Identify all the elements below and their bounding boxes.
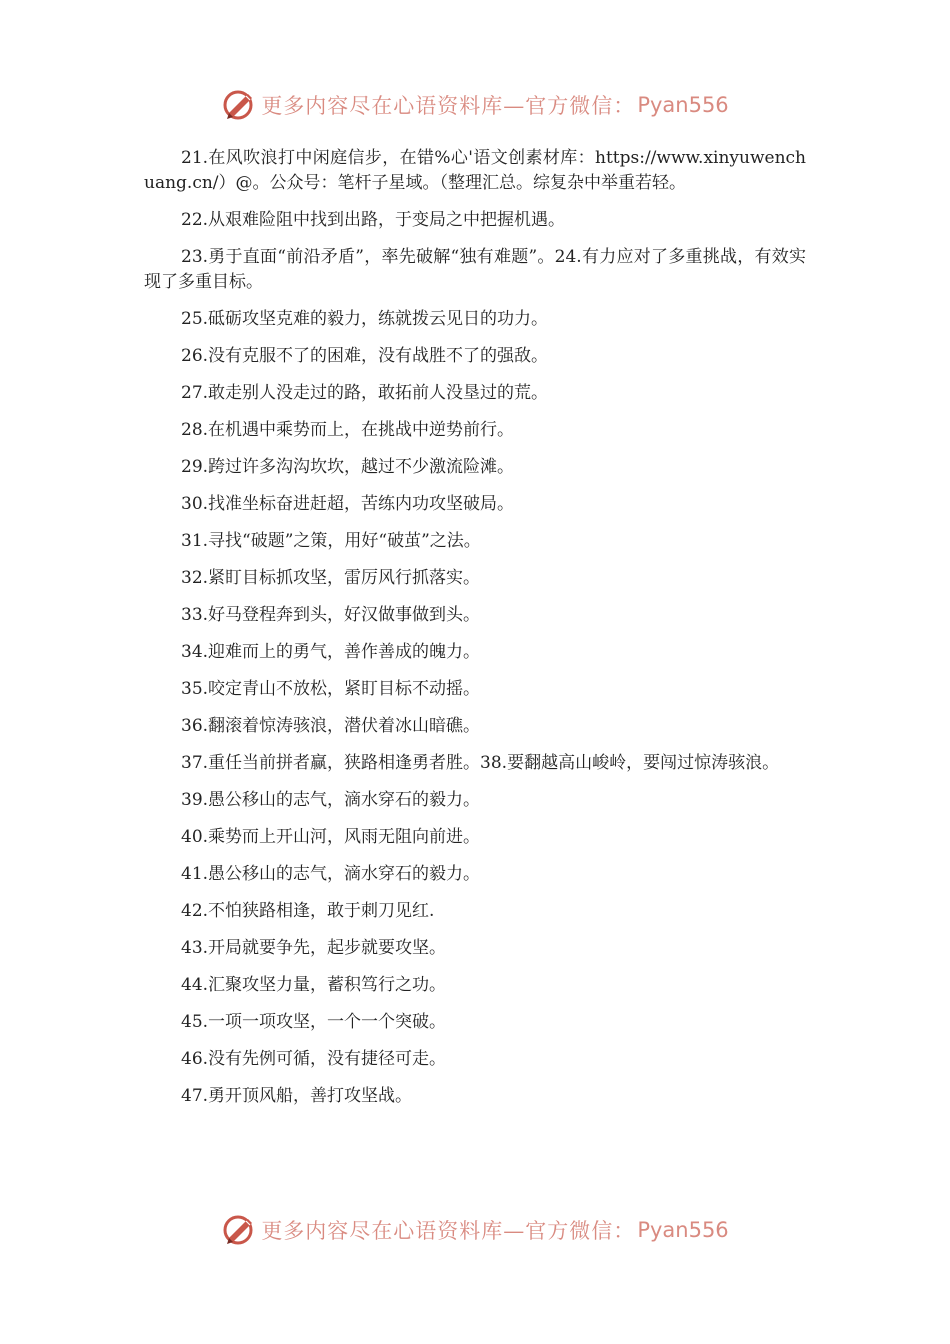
paragraph: 32.紧盯目标抓攻坚，雷厉风行抓落实。 [181,568,481,588]
pen-logo-icon [221,87,257,123]
paragraph: 27.敢走别人没走过的路，敢拓前人没垦过的荒。 [181,383,549,403]
header-banner [0,83,950,127]
paragraph: 40.乘势而上开山河，风雨无阻向前进。 [181,827,481,847]
paragraph: 22.从艰难险阻中找到出路，于变局之中把握机遇。 [181,210,566,230]
paragraph: 37.重任当前拼者赢，狭路相逢勇者胜。38.要翻越高山峻岭，要闯过惊涛骇浪。 [181,753,780,773]
paragraph: 47.勇开顶风船，善打攻坚战。 [181,1086,413,1106]
paragraph: 28.在机遇中乘势而上，在挑战中逆势前行。 [181,420,515,440]
paragraph: 30.找准坐标奋进赶超，苦练内功攻坚破局。 [181,494,515,514]
document-body [144,146,806,1121]
paragraph: 45.一项一项攻坚，一个一个突破。 [181,1012,447,1032]
paragraph: 39.愚公移山的志气，滴水穿石的毅力。 [181,790,481,810]
paragraph: 35.咬定青山不放松，紧盯目标不动摇。 [181,679,481,699]
paragraph: 31.寻找“破题”之策，用好“破茧”之法。 [181,531,481,551]
paragraph: 34.迎难而上的勇气，善作善成的魄力。 [181,642,481,662]
paragraph: 21.在风吹浪打中闲庭信步，在错%心'语文创素材库：https://www.xinyuwenchuang.cn/）@。公众号：笔杆子星域。（整理汇总。综复杂中举重若轻。 [144,148,806,193]
footer-banner-text: 更多内容尽在心语资料库—官方微信： [261,1219,636,1243]
paragraph: 33.好马登程奔到头，好汉做事做到头。 [181,605,481,625]
paragraph: 23.勇于直面“前沿矛盾”，率先破解“独有难题”。24.有力应对了多重挑战，有效实现了多重目标。 [144,247,806,292]
footer-banner [0,1208,950,1252]
footer-banner-id: Pyan556 [637,1218,729,1242]
paragraph: 41.愚公移山的志气，滴水穿石的毅力。 [181,864,481,884]
paragraph: 36.翻滚着惊涛骇浪，潜伏着冰山暗礁。 [181,716,481,736]
paragraph: 25.砥砺攻坚克难的毅力，练就拨云见日的功力。 [181,309,549,329]
paragraph: 26.没有克服不了的困难，没有战胜不了的强敌。 [181,346,549,366]
paragraph: 42.不怕狭路相逢，敢于刺刀见红. [181,901,435,921]
paragraph: 43.开局就要争先，起步就要攻坚。 [181,938,447,958]
header-banner-text: 更多内容尽在心语资料库—官方微信： [261,94,636,118]
pen-logo-icon [221,1212,257,1248]
paragraph: 46.没有先例可循，没有捷径可走。 [181,1049,447,1069]
header-banner-id: Pyan556 [637,93,729,117]
paragraph: 44.汇聚攻坚力量，蓄积笃行之功。 [181,975,447,995]
paragraph: 29.跨过许多沟沟坎坎，越过不少激流险滩。 [181,457,515,477]
